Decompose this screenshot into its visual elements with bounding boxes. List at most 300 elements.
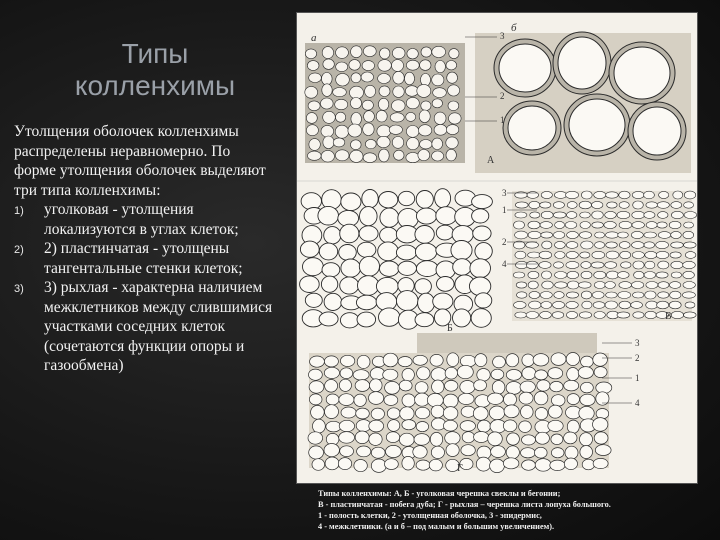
cell-shape	[476, 457, 490, 471]
cell-shape	[402, 456, 414, 470]
cell-shape	[537, 380, 550, 391]
callout-label: 2	[502, 237, 507, 247]
cell-shape	[378, 60, 391, 72]
cell-shape	[594, 282, 605, 289]
cell-shape	[321, 98, 334, 109]
cell-shape	[633, 261, 644, 269]
cell-shape	[594, 271, 606, 278]
cell-shape	[593, 458, 608, 468]
cell-shape	[529, 291, 540, 298]
cell-shape	[348, 124, 362, 137]
cell-shape	[605, 301, 617, 309]
cell-shape	[514, 301, 527, 308]
cell-shape	[361, 72, 373, 82]
cell-shape	[405, 72, 415, 85]
cell-shape	[669, 221, 681, 228]
cell-shape	[566, 292, 578, 298]
cell-shape	[506, 354, 519, 367]
cell-shape	[645, 251, 657, 258]
cell-shape	[300, 276, 320, 293]
cell-shape	[370, 379, 383, 392]
cell-shape	[566, 251, 578, 258]
cell-shape	[309, 394, 322, 405]
cell-shape	[504, 405, 519, 418]
cell-shape	[356, 408, 370, 419]
cell-shape	[644, 191, 655, 199]
callout-label: 4	[635, 398, 640, 408]
cell-shape	[357, 312, 376, 327]
cell-shape	[313, 419, 326, 433]
list-item-text: 3) рыхлая - характерна наличием межклетников между слившимися участками соседних клеток (сочетаются функции опоры и газообмена)	[44, 279, 273, 374]
cell-shape	[357, 355, 370, 368]
cell-shape	[431, 446, 444, 458]
cell-shape	[474, 432, 489, 443]
cell-shape	[325, 457, 339, 470]
cell-shape	[449, 49, 459, 59]
cell-shape	[516, 261, 528, 268]
cell-shape	[555, 252, 565, 259]
cell-shape	[566, 301, 578, 308]
cell-shape	[521, 405, 534, 418]
illustration-svg	[297, 13, 697, 483]
panel-label-A: А	[487, 155, 495, 166]
panel-label-B: Б	[447, 323, 453, 334]
cell-shape	[565, 222, 577, 229]
cell-shape	[378, 242, 399, 261]
cell-shape	[369, 392, 384, 405]
cell-shape	[378, 98, 388, 110]
cell-shape	[432, 74, 444, 86]
cell-shape	[540, 311, 552, 318]
cell-shape	[416, 191, 433, 209]
cell-shape	[432, 99, 442, 108]
cell-shape	[379, 308, 400, 326]
cell-shape	[462, 432, 474, 443]
cell-shape	[377, 125, 391, 137]
cell-shape	[308, 151, 322, 160]
cell-shape	[515, 202, 528, 208]
cell-shape	[529, 201, 540, 208]
cell-shape	[646, 282, 658, 289]
cell-shape	[446, 61, 457, 70]
cell-shape	[619, 221, 632, 228]
cell-shape	[309, 369, 323, 380]
cell-shape	[670, 252, 681, 258]
cell-shape	[340, 446, 354, 457]
collenchyma-types-list	[14, 200, 276, 376]
cell-shape	[618, 292, 631, 299]
cell-shape	[308, 432, 323, 444]
cell-shape	[420, 60, 431, 71]
cell-shape	[325, 405, 339, 419]
cell-shape	[359, 226, 378, 241]
collenchyma-illustration	[296, 12, 698, 484]
cell-shape	[392, 137, 403, 149]
cell-shape	[322, 84, 332, 97]
slide-body	[14, 122, 276, 376]
cell-shape	[335, 125, 348, 138]
cell-shape	[377, 136, 390, 147]
cell-shape	[458, 393, 474, 404]
cell-shape	[683, 261, 696, 268]
cell-shape	[427, 393, 443, 406]
cell-shape	[542, 271, 552, 279]
cell-shape	[473, 407, 488, 421]
cell-shape	[369, 433, 382, 445]
cell-shape	[339, 432, 355, 444]
cell-shape	[354, 394, 366, 406]
cell-shape	[631, 231, 643, 238]
cell-shape	[472, 209, 489, 223]
cell-shape	[670, 291, 681, 299]
cell-shape	[323, 111, 336, 123]
cell-shape	[566, 191, 579, 198]
cell-shape	[306, 113, 317, 124]
caption-line: В - пластинчатая - побега дуба; Г - рыхлая – черешка листа лопуха большого.	[318, 500, 611, 509]
cell-shape	[566, 311, 577, 318]
cell-shape	[581, 191, 592, 199]
cell-shape	[340, 368, 353, 379]
cell-shape	[567, 271, 579, 278]
list-marker: 3)	[14, 283, 24, 295]
cell-shape	[406, 126, 419, 138]
cell-shape	[567, 202, 577, 209]
cell-shape	[515, 251, 526, 259]
cell-shape	[671, 231, 682, 238]
cell-shape	[605, 211, 617, 218]
cell-shape	[594, 367, 607, 378]
cell-shape	[333, 88, 347, 97]
cell-shape	[434, 124, 447, 135]
callout-label: 4	[502, 259, 507, 269]
callout-label: 2	[500, 91, 505, 101]
cell-shape	[633, 201, 644, 209]
figure-caption	[318, 488, 708, 532]
cell-shape	[477, 369, 490, 382]
cell-shape	[535, 370, 548, 380]
cell-shape	[671, 261, 683, 268]
cell-shape	[515, 231, 528, 239]
cell-shape	[341, 193, 361, 211]
cell-shape	[632, 191, 644, 198]
cell-shape	[683, 231, 694, 238]
cell-shape	[453, 259, 472, 276]
cell-shape	[619, 202, 629, 209]
cell-shape	[580, 446, 593, 459]
cell-shape	[606, 292, 618, 298]
cell-shape	[413, 446, 427, 459]
cell-shape	[594, 191, 606, 198]
cell-shape	[400, 407, 414, 420]
cell-shape	[621, 262, 631, 268]
cell-shape	[309, 381, 324, 393]
callout-label: 1	[635, 373, 640, 383]
cell-shape	[380, 208, 399, 227]
cell-shape	[671, 311, 683, 318]
cell-shape	[335, 99, 348, 109]
tissue-region	[417, 333, 597, 353]
cell-shape	[406, 97, 419, 108]
cell-shape	[472, 195, 493, 209]
cell-shape	[336, 62, 348, 72]
cell-shape	[534, 391, 548, 404]
cell-shape	[548, 420, 563, 431]
cell-shape	[396, 245, 416, 260]
cell-shape	[658, 232, 671, 239]
cell-shape	[659, 191, 669, 198]
cell-shape	[435, 61, 445, 73]
cell-shape	[364, 111, 375, 122]
cell-shape	[526, 312, 539, 319]
cell-shape	[684, 222, 694, 228]
cell-shape	[339, 420, 354, 431]
cell-shape	[326, 421, 341, 432]
cell-shape	[551, 448, 564, 458]
cell-shape	[658, 292, 669, 298]
cell-shape	[683, 271, 695, 278]
cell-shape	[415, 313, 434, 327]
cell-shape	[634, 271, 644, 278]
cell-shape	[387, 408, 400, 419]
cell-shape	[579, 312, 591, 318]
cell-shape	[460, 355, 476, 367]
cell-shape	[684, 242, 697, 248]
cell-shape	[460, 381, 475, 394]
cell-shape	[554, 192, 567, 199]
callout-label: 2	[635, 353, 640, 363]
cell-shape	[430, 354, 443, 366]
cell-shape	[579, 232, 591, 239]
cell-shape	[432, 138, 443, 149]
cell-shape	[449, 113, 462, 124]
cell-shape	[322, 263, 340, 277]
cell-shape	[592, 222, 604, 228]
cell-shape	[365, 139, 376, 148]
cell-shape	[390, 113, 404, 122]
list-item	[14, 239, 276, 278]
cell-shape	[470, 259, 491, 278]
callout-label: 1	[502, 205, 507, 215]
cell-shape	[606, 271, 618, 279]
cell-shape	[673, 191, 683, 199]
cell-shape	[432, 151, 444, 161]
cell-shape	[564, 380, 579, 391]
cell-shape	[594, 312, 605, 319]
cell-shape	[506, 382, 521, 395]
cell-shape	[553, 202, 564, 209]
cell-shape	[671, 242, 684, 248]
cell-shape	[446, 149, 456, 161]
cell-shape	[633, 312, 644, 318]
cell-shape	[581, 241, 593, 249]
cell-shape	[413, 355, 427, 365]
cell-shape	[436, 207, 457, 225]
cell-shape	[319, 243, 337, 260]
cell-shape	[339, 245, 357, 261]
cell-shape	[529, 301, 541, 309]
cell-shape	[593, 353, 608, 366]
cell-shape	[445, 432, 460, 445]
cell-shape	[671, 211, 683, 218]
cell-shape	[617, 312, 630, 318]
cell-shape	[405, 86, 418, 97]
cell-shape	[431, 405, 444, 418]
cell-shape	[415, 226, 434, 244]
cell-shape	[380, 261, 399, 276]
cell-shape	[351, 113, 362, 126]
cell-shape	[308, 101, 320, 111]
cell-shape	[551, 395, 565, 406]
cell-shape	[418, 150, 430, 161]
cell-shape	[632, 242, 645, 249]
list-item-text: 2) пластинчатая - утолщены тангентальные стенки клеток;	[44, 240, 243, 277]
cell-shape	[526, 242, 539, 248]
cell-shape	[430, 432, 442, 446]
cell-shape	[515, 312, 527, 318]
cell-shape	[620, 251, 631, 258]
cell-shape	[340, 313, 359, 328]
cell-shape	[539, 251, 552, 259]
cell-shape	[433, 293, 453, 310]
cell-shape	[443, 420, 457, 431]
cell-shape	[516, 282, 527, 288]
cell-shape	[415, 279, 432, 294]
cell-shape	[619, 301, 631, 309]
cell-shape	[528, 252, 541, 258]
cell-shape	[384, 395, 398, 406]
cell-shape	[429, 459, 442, 471]
cell-shape	[607, 202, 617, 208]
caption-line: 1 - полость клетки, 2 - утолщенная оболочка, 3 - эпидермис,	[318, 511, 542, 520]
cell-shape	[453, 309, 471, 327]
cell-shape	[353, 370, 369, 380]
cell-shape	[446, 444, 459, 457]
cell-shape	[631, 302, 643, 309]
cell-shape	[475, 243, 492, 260]
cell-shape	[592, 201, 603, 208]
cell-shape	[398, 261, 417, 275]
cell-shape	[578, 367, 593, 379]
cell-shape	[416, 422, 428, 432]
cell-shape	[338, 458, 351, 470]
cell-shape	[324, 227, 341, 244]
cell-shape	[309, 139, 320, 151]
cell-shape	[461, 406, 475, 417]
cell-shape	[406, 60, 419, 70]
cell-shape	[682, 292, 695, 298]
cell-shape	[564, 432, 577, 444]
cell-shape	[420, 140, 432, 149]
cell-shape	[461, 445, 475, 456]
cell-shape	[474, 380, 487, 391]
cell-shape	[362, 100, 373, 110]
cell-shape	[492, 381, 505, 395]
cell-shape	[398, 191, 414, 205]
cell-shape	[380, 227, 398, 243]
cell-shape	[448, 85, 460, 96]
cell-shape	[685, 252, 696, 259]
cell-shape	[359, 256, 379, 276]
cell-shape	[520, 381, 535, 393]
cell-shape	[595, 232, 605, 238]
cell-shape	[644, 242, 655, 248]
cell-shape	[631, 282, 643, 289]
cell-shape	[300, 241, 319, 257]
cell-shape	[371, 459, 386, 472]
cell-shape	[580, 222, 590, 229]
cell-shape	[475, 293, 492, 308]
cell-shape	[407, 138, 419, 150]
cell-shape	[657, 222, 667, 228]
cell-shape	[339, 394, 354, 406]
callout-label: 3	[502, 188, 507, 198]
cell-shape	[351, 73, 361, 83]
cell-shape	[517, 292, 527, 298]
cell-shape	[581, 262, 591, 269]
cell-shape	[363, 123, 374, 136]
cell-shape	[321, 276, 337, 292]
cell-shape	[540, 202, 551, 208]
cell-shape	[417, 367, 430, 380]
cell-shape	[619, 191, 630, 199]
cell-shape	[490, 459, 505, 473]
cell-shape	[443, 394, 458, 408]
cell-shape	[340, 224, 359, 243]
cell-shape	[445, 380, 458, 391]
cell-shape	[358, 276, 379, 296]
cell-shape	[388, 420, 400, 432]
cell-shape	[340, 277, 359, 294]
cell-shape	[592, 292, 604, 299]
cell-shape	[522, 354, 534, 366]
cell-shape	[595, 445, 611, 456]
list-marker: 2)	[14, 244, 24, 256]
cell-shape	[379, 149, 390, 162]
cell-shape	[593, 302, 605, 309]
cell-shape	[535, 459, 551, 472]
cell-shape	[548, 368, 563, 379]
cell-shape	[309, 446, 324, 459]
caption-line: Типы колленхимы: А, Б - уголковая черешка свеклы и бегонии;	[318, 489, 561, 498]
cell-shape	[606, 242, 618, 248]
cell-shape	[421, 101, 431, 111]
cell-shape	[491, 446, 506, 458]
cell-shape	[341, 259, 361, 277]
cell-shape	[393, 86, 404, 97]
cell-shape	[433, 88, 447, 98]
cell-shape	[541, 302, 552, 309]
intro-paragraph: Утолщения оболочек колленхимы распределены неравномерно. По форме утолщения оболочек выделяют три типа колленхимы:	[14, 123, 266, 199]
cell-shape	[503, 458, 519, 469]
cell-shape	[416, 460, 430, 470]
cell-shape	[605, 262, 617, 269]
cell-shape	[567, 368, 579, 381]
cell-shape	[591, 262, 604, 268]
cell-shape	[596, 409, 609, 419]
cell-shape	[581, 271, 592, 278]
cell-shape	[592, 251, 605, 258]
cell-shape	[431, 368, 447, 382]
cell-shape	[379, 192, 398, 208]
cell-shape	[415, 382, 428, 394]
cell-shape	[336, 73, 350, 86]
cell-shape	[493, 356, 506, 368]
cell-shape	[566, 242, 578, 249]
cell-shape	[303, 258, 324, 276]
cell-shape	[396, 291, 418, 311]
cell-shape	[646, 202, 658, 208]
cell-shape	[349, 60, 360, 71]
